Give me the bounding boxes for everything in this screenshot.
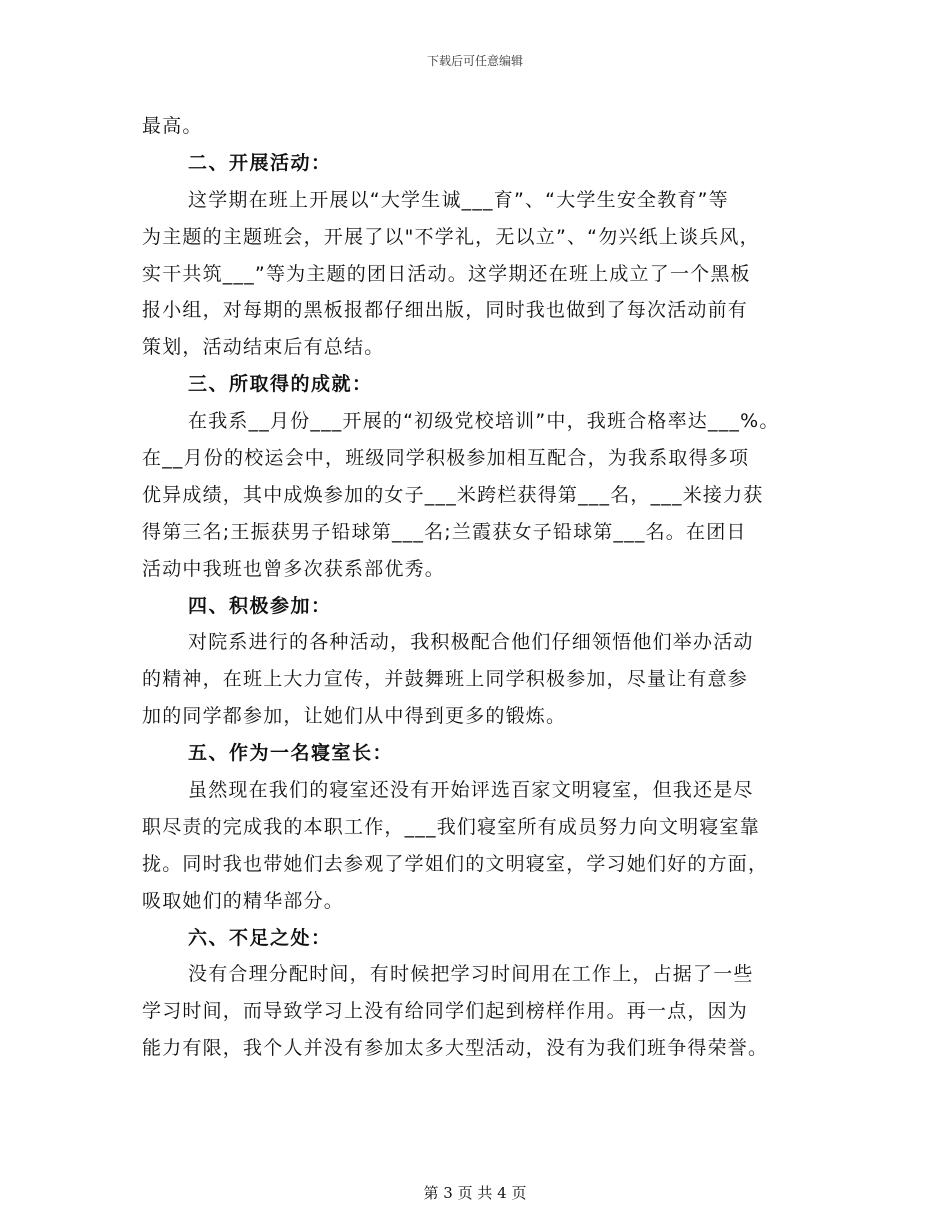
paragraph-line: 这学期在班上开展以“大学生诚___育”、“大学生安全教育”等 [188, 188, 729, 211]
paragraph-line: 得第三名;王振获男子铅球第___名;兰霞获女子铅球第___名。在团日 [142, 520, 747, 543]
document-body [142, 108, 832, 1067]
paragraph-line: 虽然现在我们的寝室还没有开始评选百家文明寝室，但我还是尽 [188, 779, 754, 802]
page-number-footer: 第 3 页 共 4 页 [423, 1184, 527, 1202]
paragraph-line: 优异成绩，其中成焕参加的女子___米跨栏获得第___名，___米接力获 [142, 483, 764, 506]
paragraph-line: 在__月份的校运会中，班级同学积极参加相互配合，为我系取得多项 [142, 447, 750, 470]
paragraph-line: 吸取她们的精华部分。 [142, 889, 345, 912]
paragraph-line: 对院系进行的各种活动，我积极配合他们仔细领悟他们举办活动 [188, 631, 754, 654]
paragraph-line: 实干共筑___”等为主题的团日活动。这学期还在班上成立了一个黑板 [142, 262, 751, 285]
paragraph-line: 能力有限，我个人并没有参加太多大型活动，没有为我们班争得荣誉。 [142, 1037, 769, 1060]
section-heading: 五、作为一名寝室长： [188, 742, 394, 765]
section-heading: 四、积极参加： [188, 594, 332, 617]
paragraph-line: 策划，活动结束后有总结。 [142, 336, 385, 359]
paragraph-line: 拢。同时我也带她们去参观了学姐们的文明寝室，学习她们好的方面， [142, 852, 769, 875]
paragraph-line: 在我系__月份___开展的“初级党校培训”中，我班合格率达___%。 [188, 410, 780, 433]
section-heading: 三、所取得的成就： [188, 373, 373, 396]
paragraph-line: 学习时间，而导致学习上没有给同学们起到榜样作用。再一点，因为 [142, 1000, 749, 1023]
paragraph-line: 报小组，对每期的黑板报都仔细出版，同时我也做到了每次活动前有 [142, 299, 749, 322]
paragraph-line: 为主题的主题班会，开展了以"不学礼，无以立”、“勿兴纸上谈兵风， [142, 225, 760, 248]
paragraph-line: 最高。 [142, 115, 203, 137]
page-header-note: 下载后可任意编辑 [426, 54, 523, 68]
paragraph-line: 职尽责的完成我的本职工作，___我们寝室所有成员努力向文明寝室靠 [142, 815, 760, 838]
section-heading: 二、开展活动： [188, 151, 332, 174]
paragraph-line: 加的同学都参加，让她们从中得到更多的锻炼。 [142, 705, 567, 728]
paragraph-line: 没有合理分配时间，有时候把学习时间用在工作上，占据了一些 [188, 963, 754, 986]
paragraph-line: 活动中我班也曾多次获系部优秀。 [142, 557, 446, 580]
paragraph-line: 的精神，在班上大力宣传，并鼓舞班上同学积极参加，尽量让有意参 [142, 668, 749, 691]
section-heading: 六、不足之处： [188, 926, 332, 949]
